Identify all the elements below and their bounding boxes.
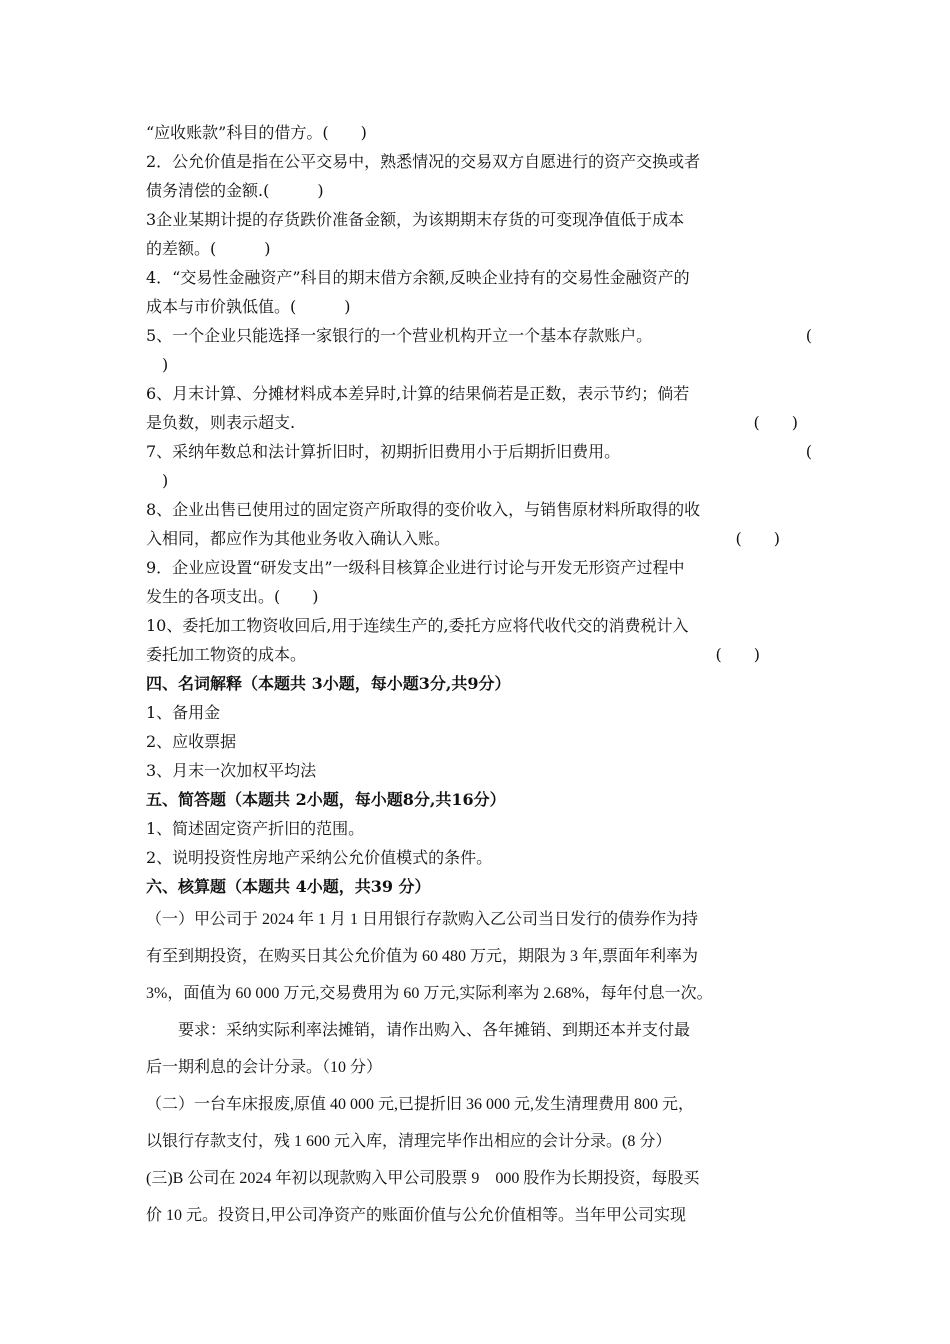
document-page [146,118,812,1234]
list-item: 1、备用金 [146,703,221,722]
list-item: 2、说明投资性房地产采纳公允价值模式的条件。 [146,848,493,867]
section-heading: 四、名词解释（本题共 3小题，每小题3分,共9分） [146,674,511,693]
paragraph-line: （一）甲公司于 2024 年 1 月 1 日用银行存款购入乙公司当日发行的债券作为持 [146,911,699,928]
paragraph-line: （二）一台车床报废,原值 40 000 元,已提折旧 36 000 元,发生清理费用 800 元， [146,1096,695,1113]
text-line: 债务清偿的金额.( ) [146,181,324,200]
text-line: 10、委托加工物资收回后,用于连续生产的,委托方应将代收代交的消费税计入 [146,616,689,635]
section-heading: 六、核算题（本题共 4小题，共39 分） [146,877,431,896]
answer-paren: ( [805,326,812,345]
paragraph-line: 后一期利息的会计分录。（10 分） [146,1059,383,1076]
text-line: 5、一个企业只能选择一家银行的一个营业机构开立一个基本存款账户。 ( [146,321,812,350]
text-line: “应收账款”科目的借方。( ) [146,123,367,142]
answer-paren: ( ) [715,645,792,664]
answer-paren: ( ) [735,529,812,548]
text-line: 发生的各项支出。( ) [146,587,319,606]
text-line: 入相同，都应作为其他业务收入确认入账。 ( ) [146,524,812,553]
text-line: 4．“交易性金融资产”科目的期末借方余额,反映企业持有的交易性金融资产的 [146,268,690,287]
text-line: 的差额。( ) [146,239,271,258]
list-item: 1、简述固定资产折旧的范围。 [146,819,365,838]
paragraph-line: (三)B 公司在 2024 年初以现款购入甲公司股票 9 000 股作为长期投资，每股买 [146,1170,700,1187]
section-heading: 五、简答题（本题共 2小题，每小题8分,共16分） [146,790,506,809]
paragraph-line: 以银行存款支付，残 1 600 元入库，清理完毕作出相应的会计分录。(8 分） [146,1133,672,1150]
list-item: 3、月末一次加权平均法 [146,761,317,780]
text-line: 3企业某期计提的存货跌价准备金额，为该期期末存货的可变现净值低于成本 [146,210,685,229]
text-line: ) [146,471,169,490]
text-line: 8、企业出售已使用过的固定资产所取得的变价收入，与销售原材料所取得的收 [146,500,701,519]
text-line: 7、采纳年数总和法计算折旧时，初期折旧费用小于后期折旧费用。 ( [146,437,812,466]
answer-paren: ( ) [753,413,798,432]
text-line: 是负数，则表示超支. ( ) [146,408,812,437]
text-line: 2．公允价值是指在公平交易中，熟悉情况的交易双方自愿进行的资产交换或者 [146,152,701,171]
text-line: ) [146,355,169,374]
paragraph-line: 3%，面值为 60 000 万元,交易费用为 60 万元,实际利率为 2.68%，每年付息一次。 [146,985,713,1002]
answer-paren: ( [805,442,812,461]
text-line: 6、月末计算、分摊材料成本差异时,计算的结果倘若是正数，表示节约；倘若 [146,384,690,403]
paragraph-line: 价 10 元。投资日,甲公司净资产的账面价值与公允价值相等。当年甲公司实现 [146,1207,687,1224]
paragraph-line: 要求：采纳实际利率法摊销，请作出购入、各年摊销、到期还本并支付最 [178,1022,691,1039]
text-line: 9．企业应设置“研发支出”一级科目核算企业进行讨论与开发无形资产过程中 [146,558,685,577]
paragraph-line: 有至到期投资，在购买日其公允价值为 60 480 万元，期限为 3 年,票面年利率为 [146,948,699,965]
text-line: 成本与市价孰低值。( ) [146,297,351,316]
text-line: 委托加工物资的成本。 ( ) [146,640,812,669]
list-item: 2、应收票据 [146,732,237,751]
